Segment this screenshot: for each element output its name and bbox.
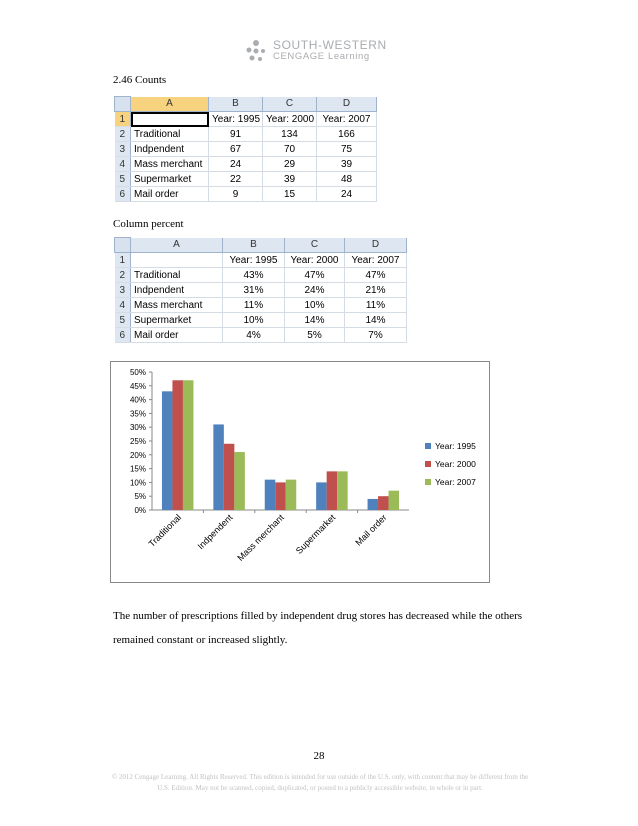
y-tick-label: 10% bbox=[129, 478, 146, 488]
row-header[interactable]: 6 bbox=[115, 328, 131, 343]
row-header[interactable]: 4 bbox=[115, 298, 131, 313]
legend-swatch bbox=[425, 479, 431, 485]
x-tick-label: Indpendent bbox=[195, 512, 235, 552]
header-cell[interactable]: Year: 2000 bbox=[285, 253, 345, 268]
row-header[interactable]: 5 bbox=[115, 313, 131, 328]
legend-label: Year: 2007 bbox=[435, 477, 476, 487]
row-header[interactable]: 3 bbox=[115, 142, 131, 157]
row-label-cell[interactable]: Supermarket bbox=[131, 172, 209, 187]
bar-indpendent-year-2000 bbox=[224, 444, 235, 510]
bar-indpendent-year-1995 bbox=[213, 424, 224, 510]
data-cell[interactable]: 31% bbox=[223, 283, 285, 298]
row-header[interactable]: 2 bbox=[115, 268, 131, 283]
row-header[interactable]: 4 bbox=[115, 157, 131, 172]
row-header[interactable]: 5 bbox=[115, 172, 131, 187]
row-label-cell[interactable]: Indpendent bbox=[131, 283, 223, 298]
data-cell[interactable]: 14% bbox=[345, 313, 407, 328]
row-header[interactable]: 6 bbox=[115, 187, 131, 202]
page-number: 28 bbox=[313, 750, 325, 762]
percent-title: Column percent bbox=[113, 218, 184, 230]
y-tick-label: 35% bbox=[129, 409, 146, 419]
y-tick-label: 0% bbox=[134, 506, 146, 515]
x-tick-label: Traditional bbox=[146, 512, 184, 549]
logo-line-2: CENGAGE Learning bbox=[273, 51, 370, 62]
data-cell[interactable]: 67 bbox=[209, 142, 263, 157]
bar-mail-order-year-2000 bbox=[378, 496, 389, 510]
column-header-a[interactable]: A bbox=[131, 97, 209, 112]
bar-mail-order-year-1995 bbox=[368, 499, 379, 510]
data-cell[interactable]: 22 bbox=[209, 172, 263, 187]
publisher-logo bbox=[244, 38, 404, 66]
row-label-cell[interactable]: Indpendent bbox=[131, 142, 209, 157]
active-cell[interactable] bbox=[131, 112, 209, 127]
bar-supermarket-year-2000 bbox=[327, 471, 338, 510]
bar-chart-canvas bbox=[111, 362, 489, 582]
x-tick-label: Mass merchant bbox=[235, 512, 286, 563]
data-cell[interactable]: 70 bbox=[263, 142, 317, 157]
row-label-cell[interactable]: Mass merchant bbox=[131, 157, 209, 172]
x-tick-label: Supermarket bbox=[293, 512, 338, 556]
data-cell[interactable]: 39 bbox=[263, 172, 317, 187]
data-cell[interactable]: 134 bbox=[263, 127, 317, 142]
bar-chart bbox=[110, 361, 490, 583]
row-header[interactable]: 3 bbox=[115, 283, 131, 298]
column-header-d[interactable]: D bbox=[317, 97, 377, 112]
data-cell[interactable]: 166 bbox=[317, 127, 377, 142]
row-label-cell[interactable]: Mail order bbox=[131, 328, 223, 343]
x-tick-label: Mail order bbox=[353, 512, 389, 548]
bar-mail-order-year-2007 bbox=[389, 491, 400, 510]
y-tick-label: 20% bbox=[129, 450, 146, 460]
bar-supermarket-year-1995 bbox=[316, 482, 327, 510]
header-cell[interactable] bbox=[131, 253, 223, 268]
data-cell[interactable]: 43% bbox=[223, 268, 285, 283]
bar-traditional-year-2000 bbox=[172, 380, 183, 510]
data-cell[interactable]: 48 bbox=[317, 172, 377, 187]
percent-spreadsheet bbox=[114, 237, 407, 343]
row-label-cell[interactable]: Traditional bbox=[131, 268, 223, 283]
y-tick-label: 5% bbox=[134, 492, 146, 502]
data-cell[interactable]: 47% bbox=[285, 268, 345, 283]
data-cell[interactable]: 91 bbox=[209, 127, 263, 142]
data-cell[interactable]: 11% bbox=[223, 298, 285, 313]
logo-line-1: SOUTH-WESTERN bbox=[273, 38, 387, 52]
bar-supermarket-year-2007 bbox=[337, 471, 348, 510]
bar-traditional-year-1995 bbox=[162, 391, 173, 510]
data-cell[interactable]: 39 bbox=[317, 157, 377, 172]
y-tick-label: 50% bbox=[129, 368, 146, 377]
bar-traditional-year-2007 bbox=[183, 380, 194, 510]
row-header[interactable]: 2 bbox=[115, 127, 131, 142]
data-cell[interactable]: 10% bbox=[285, 298, 345, 313]
legend-label: Year: 1995 bbox=[435, 441, 476, 451]
legend-swatch bbox=[425, 461, 431, 467]
copyright-footer: © 2012 Cengage Learning. All Rights Reserved. This edition is intended for use outside of the U.S. only, with content that may be different from the U.S. Edition. May not be scanned, copied, duplicated, or posted to a publicly accessible website, in whole or in part. bbox=[111, 773, 529, 792]
sheet-corner[interactable] bbox=[115, 97, 131, 112]
data-cell[interactable]: 5% bbox=[285, 328, 345, 343]
data-cell[interactable]: 75 bbox=[317, 142, 377, 157]
header-cell[interactable]: Year: 2007 bbox=[317, 112, 377, 127]
data-cell[interactable]: 24% bbox=[285, 283, 345, 298]
row-label-cell[interactable]: Supermarket bbox=[131, 313, 223, 328]
data-cell[interactable]: 9 bbox=[209, 187, 263, 202]
publisher-logo-mark-icon bbox=[244, 38, 268, 64]
y-tick-label: 40% bbox=[129, 395, 146, 405]
column-header-c[interactable]: C bbox=[263, 97, 317, 112]
conclusion-text: The number of prescriptions filled by independent drug stores has decreased while the others remained constant or increased slightly. bbox=[113, 610, 523, 646]
bar-mass-merchant-year-1995 bbox=[265, 480, 276, 510]
data-cell[interactable]: 29 bbox=[263, 157, 317, 172]
column-header-c[interactable]: C bbox=[285, 238, 345, 253]
legend-swatch bbox=[425, 443, 431, 449]
data-cell[interactable]: 7% bbox=[345, 328, 407, 343]
y-tick-label: 30% bbox=[129, 423, 146, 433]
header-cell[interactable]: Year: 2007 bbox=[345, 253, 407, 268]
column-header-a[interactable]: A bbox=[131, 238, 223, 253]
data-cell[interactable]: 14% bbox=[285, 313, 345, 328]
legend-label: Year: 2000 bbox=[435, 459, 476, 469]
y-tick-label: 15% bbox=[129, 464, 146, 474]
data-cell[interactable]: 24 bbox=[317, 187, 377, 202]
data-cell[interactable]: 4% bbox=[223, 328, 285, 343]
y-tick-label: 45% bbox=[129, 381, 146, 391]
row-label-cell[interactable]: Traditional bbox=[131, 127, 209, 142]
row-label-cell[interactable]: Mail order bbox=[131, 187, 209, 202]
counts-spreadsheet bbox=[114, 96, 377, 202]
column-header-b[interactable]: B bbox=[223, 238, 285, 253]
y-tick-label: 25% bbox=[129, 437, 146, 446]
data-cell[interactable]: 24 bbox=[209, 157, 263, 172]
row-header[interactable]: 1 bbox=[115, 253, 131, 268]
data-cell[interactable]: 10% bbox=[223, 313, 285, 328]
data-cell[interactable]: 47% bbox=[345, 268, 407, 283]
sheet-corner[interactable] bbox=[115, 238, 131, 253]
header-cell[interactable]: Year: 1995 bbox=[209, 112, 263, 127]
header-cell[interactable]: Year: 1995 bbox=[223, 253, 285, 268]
bar-indpendent-year-2007 bbox=[234, 452, 245, 510]
data-cell[interactable]: 15 bbox=[263, 187, 317, 202]
header-cell[interactable]: Year: 2000 bbox=[263, 112, 317, 127]
data-cell[interactable]: 11% bbox=[345, 298, 407, 313]
row-header[interactable]: 1 bbox=[115, 112, 131, 127]
column-header-d[interactable]: D bbox=[345, 238, 407, 253]
bar-mass-merchant-year-2000 bbox=[275, 482, 286, 510]
bar-mass-merchant-year-2007 bbox=[286, 480, 297, 510]
counts-title: 2.46 Counts bbox=[113, 74, 167, 86]
data-cell[interactable]: 21% bbox=[345, 283, 407, 298]
column-header-b[interactable]: B bbox=[209, 97, 263, 112]
row-label-cell[interactable]: Mass merchant bbox=[131, 298, 223, 313]
